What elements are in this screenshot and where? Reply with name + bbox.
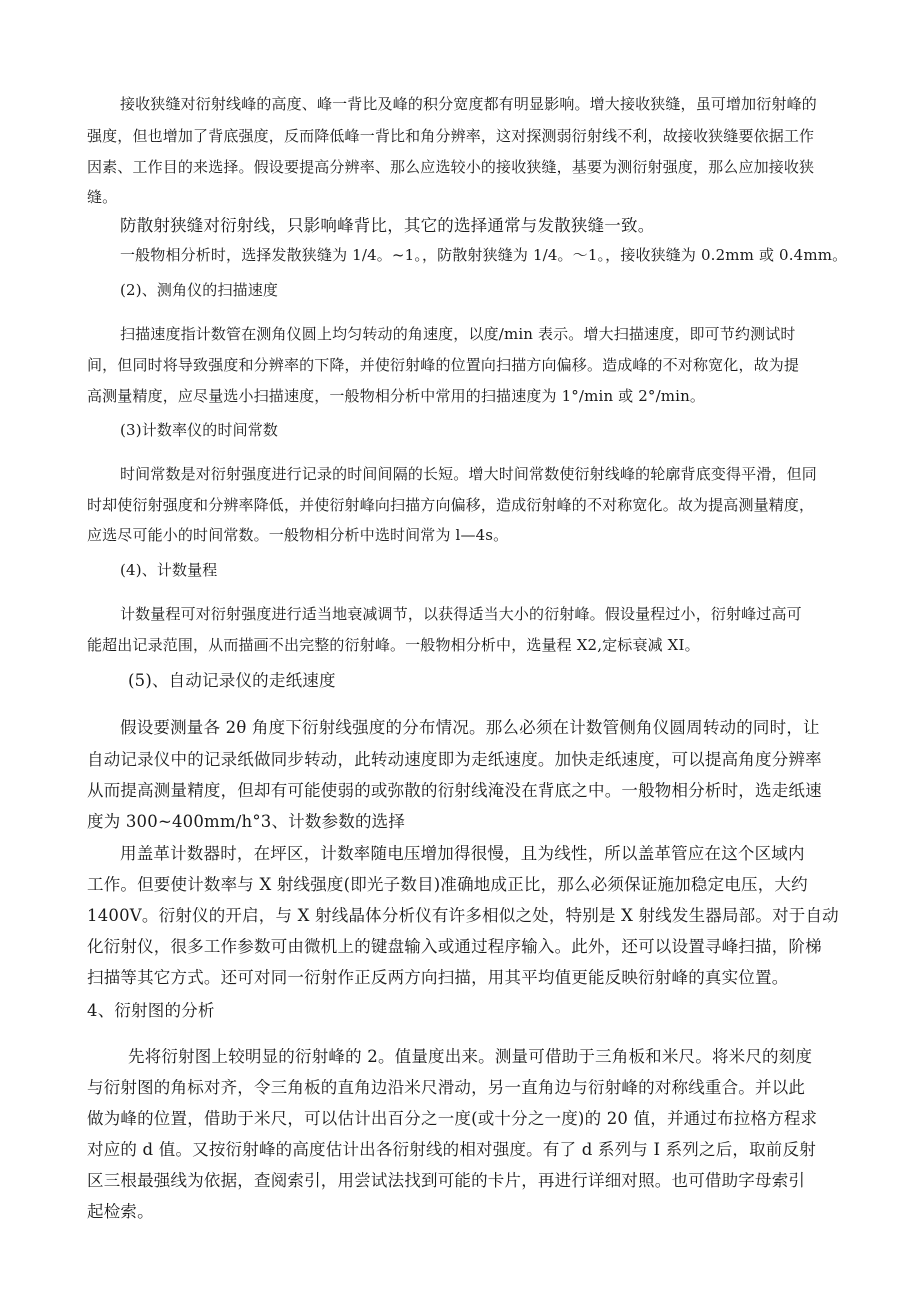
paragraph-scan-speed-line-1: 扫描速度指计数管在测角仪圆上均匀转动的角速度，以度∕min 表示。增大扫描速度，即可节约测试时 xyxy=(120,325,796,343)
paragraph-time-constant-line-3: 应选尽可能小的时间常数。一般物相分析中选时间常为 l—4s。 xyxy=(87,526,509,544)
paragraph-geiger-counter-line-4: 化衍射仪，很多工作参数可由微机上的键盘输入或通过程序输入。此外，还可以设置寻峰扫描，阶梯 xyxy=(87,937,822,956)
paragraph-analysis-line-5: 区三根最强线为依据，查阅索引，用尝试法找到可能的卡片，再进行详细对照。也可借助字母索引 xyxy=(87,1171,806,1190)
section-heading-scan-speed: (2)、测角仪的扫描速度 xyxy=(120,281,279,299)
paragraph-receiving-slit-line-3: 因素、工作目的来选择。假设要提高分辨率、那么应选较小的接收狭缝，基要为测衍射强度，那么应加接收狭 xyxy=(87,158,815,176)
paragraph-analysis-line-1: 先将衍射图上较明显的衍射峰的 2。值量度出来。测量可借助于三角板和米尺。将米尺的刻度 xyxy=(128,1047,813,1066)
paragraph-scan-speed-line-2: 间，但同时将导致强度和分辨率的下降，并使衍射峰的位置向扫描方向偏移。造成峰的不对称宽化，故为提 xyxy=(87,356,800,374)
paragraph-time-constant-line-1: 时间常数是对衍射强度进行记录的时间间隔的长短。增大时间常数使衍射线峰的轮廓背底变得平滑，但同 xyxy=(120,465,817,483)
paragraph-receiving-slit-line-1: 接收狭缝对衍射线峰的高度、峰一背比及峰的积分宽度都有明显影响。增大接收狭缝，虽可增加衍射峰的 xyxy=(120,95,817,113)
paragraph-analysis-line-4: 对应的 d 值。又按衍射峰的高度估计出各衍射线的相对强度。有了 d 系列与 I 系列之后，取前反射 xyxy=(87,1140,816,1159)
paragraph-receiving-slit-line-4: 缝。 xyxy=(87,188,118,206)
paragraph-count-range-line-1: 计数量程可对衍射强度进行适当地衰减调节，以获得适当大小的衍射峰。假设量程过小，衍射峰过高可 xyxy=(120,605,802,623)
section-heading-count-range: (4)、计数量程 xyxy=(120,561,218,579)
paragraph-receiving-slit-line-2: 强度，但也增加了背底强度，反而降低峰一背比和角分辨率，这对探测弱衍射线不利，故接收狭缝要依据工作 xyxy=(87,127,815,145)
paragraph-paper-speed-line-3: 从而提高测量精度，但却有可能使弱的或弥散的衍射线淹没在背底之中。一般物相分析时，选走纸速 xyxy=(87,781,822,800)
paragraph-scan-speed-line-3: 高测量精度，应尽量选小扫描速度，一般物相分析中常用的扫描速度为 1°∕min 或 2°/min。 xyxy=(87,387,706,405)
paragraph-geiger-counter-line-1: 用盖革计数器时，在坪区，计数率随电压增加得很慢，且为线性，所以盖革管应在这个区域内 xyxy=(120,844,805,863)
paragraph-paper-speed-line-4: 度为 300~400mm∕h°3、计数参数的选择 xyxy=(87,812,406,831)
paragraph-time-constant-line-2: 时却使衍射强度和分辨率降低，并使衍射峰向扫描方向偏移，造成衍射峰的不对称宽化。故为提高测量精度， xyxy=(87,496,815,514)
paragraph-geiger-counter-line-2: 工作。但要使计数率与 X 射线强度(即光子数目)准确地成正比，那么必须保证施加稳定电压，大约 xyxy=(87,875,808,894)
section-heading-diffraction-analysis: 4、衍射图的分析 xyxy=(87,1001,215,1020)
paragraph-count-range-line-2: 能超出记录范围，从而描画不出完整的衍射峰。一般物相分析中，选量程 X2,定标衰减 XI。 xyxy=(87,636,700,654)
paragraph-analysis-line-3: 做为峰的位置，借助于米尺，可以估计出百分之一度(或十分之一度)的 20 值，并通过布拉格方程求 xyxy=(87,1109,818,1128)
paragraph-slit-selection: 一般物相分析时，选择发散狭缝为 1/4。~1。，防散射狭缝为 1/4。～1。，接收狭缝为 0.2mm 或 0.4mm。 xyxy=(120,246,848,264)
paragraph-paper-speed-line-2: 自动记录仪中的记录纸做同步转动，此转动速度即为走纸速度。加快走纸速度，可以提高角度分辨率 xyxy=(87,750,822,769)
paragraph-anti-scatter-slit: 防散射狭缝对衍射线，只影响峰背比，其它的选择通常与发散狭缝一致。 xyxy=(120,216,655,235)
paragraph-geiger-counter-line-3: 1400V。衍射仪的开启，与 X 射线晶体分析仪有许多相似之处，特别是 X 射线发生器局部。对于自动 xyxy=(87,906,839,925)
paragraph-analysis-line-2: 与衍射图的角标对齐，令三角板的直角边沿米尺滑动，另一直角边与衍射峰的对称线重合。并以此 xyxy=(87,1078,806,1097)
section-heading-time-constant: (3)计数率仪的时间常数 xyxy=(120,421,279,439)
section-heading-paper-speed: (5)、自动记录仪的走纸速度 xyxy=(128,671,336,690)
paragraph-paper-speed-line-1: 假设要测量各 2θ 角度下衍射线强度的分布情况。那么必须在计数管侧角仪圆周转动的同时，让 xyxy=(120,718,820,737)
paragraph-geiger-counter-line-5: 扫描等其它方式。还可对同一衍射作正反两方向扫描，用其平均值更能反映衍射峰的真实位置。 xyxy=(87,968,789,987)
paragraph-analysis-line-6: 起检索。 xyxy=(87,1202,154,1221)
